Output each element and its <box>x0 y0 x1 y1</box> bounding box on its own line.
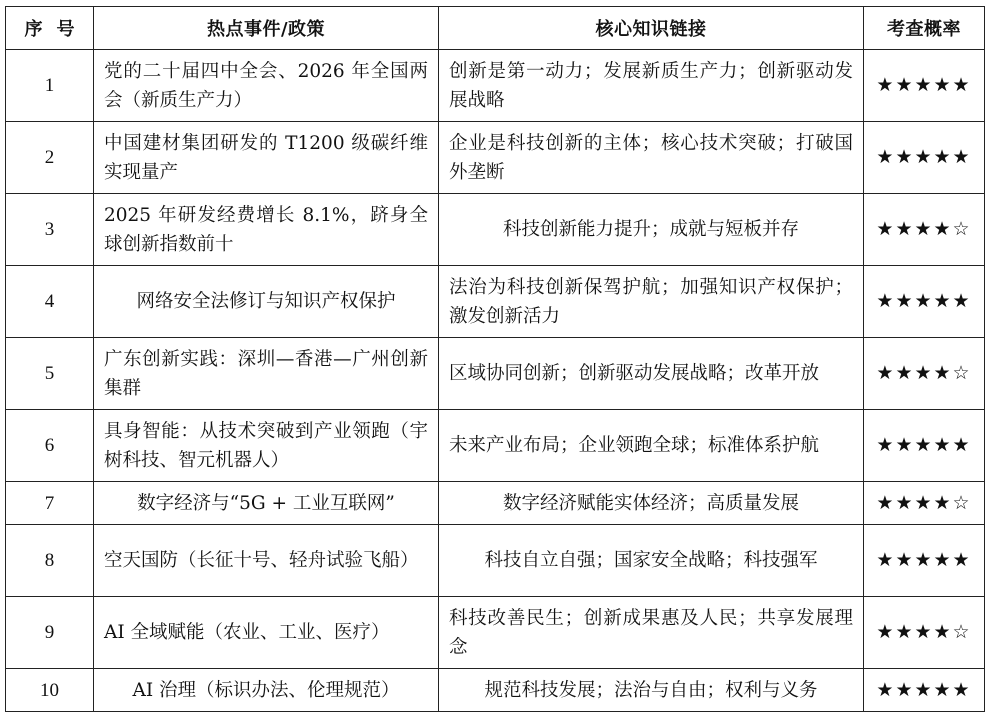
row-event: 具身智能：从技术突破到产业领跑（宇树科技、智元机器人） <box>94 410 439 482</box>
row-probability-stars: ★★★★☆ <box>864 338 985 410</box>
row-event: 党的二十届四中全会、2026 年全国两会（新质生产力） <box>94 50 439 122</box>
row-knowledge: 区域协同创新；创新驱动发展战略；改革开放 <box>439 338 864 410</box>
row-probability-stars: ★★★★★ <box>864 122 985 194</box>
row-knowledge: 创新是第一动力；发展新质生产力；创新驱动发展战略 <box>439 50 864 122</box>
row-event: AI 治理（标识办法、伦理规范） <box>94 669 439 712</box>
table-header-row <box>6 7 985 50</box>
row-index: 2 <box>6 122 94 194</box>
row-index: 5 <box>6 338 94 410</box>
row-knowledge: 法治为科技创新保驾护航；加强知识产权保护；激发创新活力 <box>439 266 864 338</box>
row-index: 4 <box>6 266 94 338</box>
table-row <box>6 338 985 410</box>
row-knowledge: 科技改善民生；创新成果惠及人民；共享发展理念 <box>439 597 864 669</box>
row-knowledge: 企业是科技创新的主体；核心技术突破；打破国外垄断 <box>439 122 864 194</box>
table-row <box>6 50 985 122</box>
table-row <box>6 266 985 338</box>
header-event: 热点事件/政策 <box>94 7 439 50</box>
row-probability-stars: ★★★★★ <box>864 410 985 482</box>
table-row <box>6 410 985 482</box>
row-probability-stars: ★★★★★ <box>864 525 985 597</box>
header-index: 序号 <box>6 7 94 50</box>
row-event: 中国建材集团研发的 T1200 级碳纤维实现量产 <box>94 122 439 194</box>
row-probability-stars: ★★★★☆ <box>864 482 985 525</box>
header-probability: 考查概率 <box>864 7 985 50</box>
row-event: 2025 年研发经费增长 8.1%，跻身全球创新指数前十 <box>94 194 439 266</box>
row-event: AI 全域赋能（农业、工业、医疗） <box>94 597 439 669</box>
row-knowledge: 科技自立自强；国家安全战略；科技强军 <box>439 525 864 597</box>
row-probability-stars: ★★★★★ <box>864 669 985 712</box>
row-index: 8 <box>6 525 94 597</box>
row-index: 9 <box>6 597 94 669</box>
row-event: 广东创新实践：深圳—香港—广州创新集群 <box>94 338 439 410</box>
row-probability-stars: ★★★★★ <box>864 266 985 338</box>
header-knowledge: 核心知识链接 <box>439 7 864 50</box>
row-probability-stars: ★★★★☆ <box>864 194 985 266</box>
row-knowledge: 数字经济赋能实体经济；高质量发展 <box>439 482 864 525</box>
row-event: 数字经济与“5G + 工业互联网” <box>94 482 439 525</box>
hotspot-table <box>5 6 985 712</box>
row-knowledge: 未来产业布局；企业领跑全球；标准体系护航 <box>439 410 864 482</box>
row-knowledge: 科技创新能力提升；成就与短板并存 <box>439 194 864 266</box>
table-row <box>6 525 985 597</box>
row-index: 10 <box>6 669 94 712</box>
row-index: 7 <box>6 482 94 525</box>
row-event: 网络安全法修订与知识产权保护 <box>94 266 439 338</box>
table-row <box>6 194 985 266</box>
table-row <box>6 669 985 712</box>
row-index: 3 <box>6 194 94 266</box>
row-event: 空天国防（长征十号、轻舟试验飞船） <box>94 525 439 597</box>
table-row <box>6 122 985 194</box>
table-row <box>6 597 985 669</box>
row-knowledge: 规范科技发展；法治与自由；权利与义务 <box>439 669 864 712</box>
row-probability-stars: ★★★★★ <box>864 50 985 122</box>
row-index: 1 <box>6 50 94 122</box>
row-index: 6 <box>6 410 94 482</box>
row-probability-stars: ★★★★☆ <box>864 597 985 669</box>
hotspot-table-container <box>5 6 985 712</box>
table-row <box>6 482 985 525</box>
